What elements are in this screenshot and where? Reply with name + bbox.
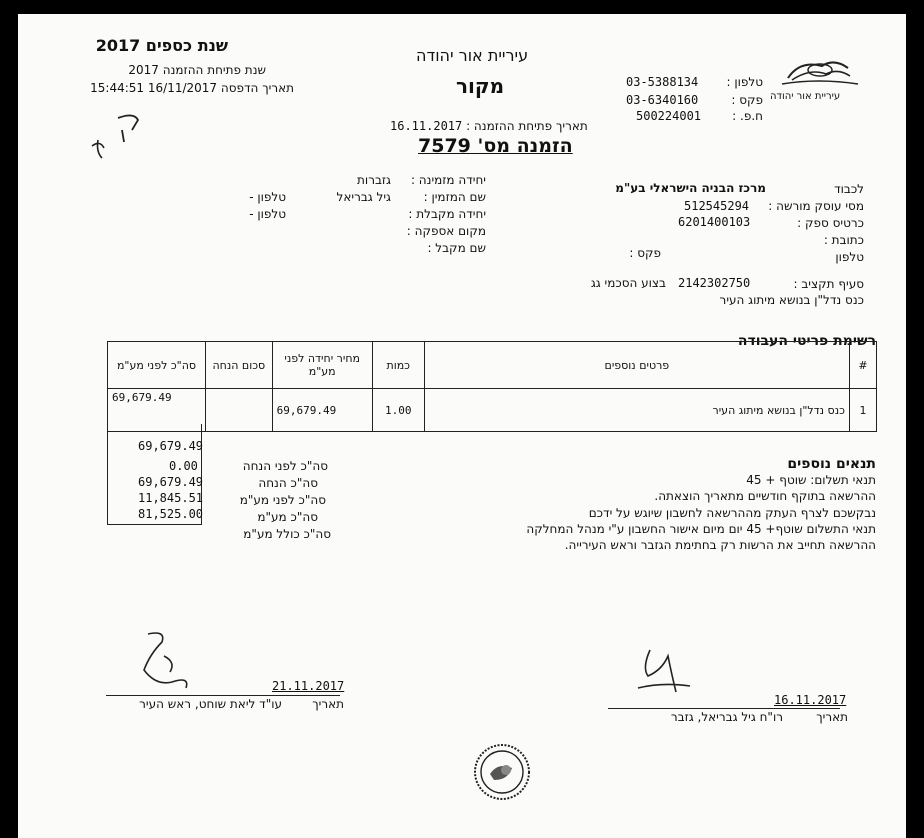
copy-type: מקור	[456, 74, 505, 98]
tax-id-value: 512545294	[684, 199, 750, 213]
total-label: סה"כ לפני מע"מ	[239, 493, 326, 507]
total-value: 69,679.49	[138, 475, 204, 489]
fax-label: פקס :	[731, 93, 763, 107]
handwritten-mark	[78, 110, 158, 166]
orderer-label: שם המזמין :	[423, 190, 486, 204]
order-open-date	[390, 120, 588, 132]
total-label: סה"כ מע"מ	[257, 510, 318, 524]
total-label: סה"כ הנחה	[258, 476, 318, 490]
mayor-name: עו"ד ליאת שוחט, ראש העיר	[139, 697, 282, 711]
total-value: 69,679.49	[138, 439, 204, 453]
official-stamp	[472, 742, 532, 802]
municipality-name: עיריית אור יהודה	[416, 46, 529, 65]
orderer-value: גיל גבריאל	[336, 190, 391, 204]
mayor-date-label: תאריך	[312, 697, 344, 711]
row-discount	[205, 389, 272, 432]
address-label: כתובת :	[823, 233, 864, 247]
budget-value: 2142302750	[678, 276, 751, 290]
budget-description: בצוע הסכמי גג	[590, 276, 666, 290]
row-unit-price: 69,679.49	[272, 389, 372, 432]
order-open-date-value: 16.11.2017	[390, 119, 463, 133]
totals-bottom-border	[107, 524, 202, 525]
phone-value: 03-5388134	[626, 75, 699, 89]
terms-line: ההרשאה תחייב את הרשות רק בחתימת הגזבר וראש העירייה.	[564, 538, 876, 552]
total-value: 0.00	[169, 459, 198, 473]
treasurer-name: רו"ח גיל גבריאל, גזבר	[670, 710, 783, 724]
row-desc: כנס נדל"ן בנושא מיתוג העיר	[424, 389, 849, 432]
order-description: כנס נדל"ן בנושא מיתוג העיר	[719, 293, 864, 307]
fiscal-year: שנת כספים 2017	[95, 36, 228, 55]
col-header-unit-price: מחיר יחידה לפני מע"מ	[272, 342, 372, 389]
row-total: 69,679.49	[108, 389, 206, 432]
col-header-discount: סכום הנחה	[205, 342, 272, 389]
supplier-name: מרכז הבניה הישראלי בע"מ	[615, 181, 766, 195]
ordering-phone-1: טלפון -	[249, 190, 286, 204]
tax-id-label: מסי עוסק מורשה :	[768, 199, 864, 213]
table-header-row	[108, 342, 877, 389]
terms-title: תנאים נוספים	[787, 456, 876, 472]
terms-line: ההרשאה בתוקף חודשיים מתאריך הוצאתה.	[654, 489, 876, 503]
order-title: הזמנה מס' 7579	[418, 135, 573, 157]
total-label: סה"כ לפני הנחה	[242, 459, 328, 473]
supplier-fax-label: פקס :	[629, 246, 661, 260]
ordering-phone-2: טלפון -	[249, 207, 286, 221]
col-header-num: #	[849, 342, 876, 389]
receiving-unit-label: יחידה מקבלת :	[408, 207, 486, 221]
phone-label: טלפון :	[726, 75, 763, 89]
supplier-to-label: לכבוד	[834, 182, 864, 196]
terms-line: תנאי התשלום שוטף+ 45 יום מיום אישור החשבון ע"י מנהל המחלקה	[526, 522, 876, 536]
supplier-phone-label: טלפון	[835, 250, 864, 264]
print-date: תאריך הדפסה 16/11/2017 15:44:51	[90, 81, 294, 95]
hp-value: 500224001	[636, 109, 702, 123]
row-qty: 1.00	[372, 389, 424, 432]
ordering-unit-value: גזברות	[357, 173, 391, 187]
supplier-card-label: כרטיס ספק :	[797, 216, 864, 230]
totals-left-border	[107, 424, 108, 524]
total-label: סה"כ כולל מע"מ	[243, 527, 331, 541]
col-header-details: פרטים נוספים	[424, 342, 849, 389]
payment-terms: תנאי תשלום: שוטף + 45	[746, 473, 876, 487]
logo-caption: עיריית אור יהודה	[770, 91, 841, 102]
work-items-title: רשימת פריטי העבודה	[737, 333, 876, 349]
budget-label: סעיף תקציב :	[793, 277, 864, 291]
col-header-total: סה"כ לפני מע"מ	[108, 342, 206, 389]
table-row	[108, 389, 877, 432]
row-num: 1	[849, 389, 876, 432]
treasurer-signature-line	[608, 708, 840, 709]
total-value: 11,845.51	[138, 491, 204, 505]
treasurer-signature	[628, 640, 698, 706]
treasurer-sign-date: 16.11.2017	[774, 693, 847, 707]
purchase-order-document	[18, 14, 906, 838]
col-header-qty: כמות	[372, 342, 424, 389]
mayor-sign-date: 21.11.2017	[272, 679, 345, 693]
work-items-table	[107, 341, 877, 432]
opening-year: שנת פתיחת ההזמנה 2017	[128, 63, 266, 77]
mayor-signature	[130, 626, 210, 698]
order-open-date-label: תאריך פתיחת ההזמנה :	[466, 119, 588, 133]
supply-place-label: מקום אספקה :	[406, 224, 486, 238]
fax-value: 03-6340160	[626, 93, 699, 107]
treasurer-date-label: תאריך	[816, 710, 848, 724]
supplier-card-value: 6201400103	[678, 215, 751, 229]
receiver-label: שם מקבל :	[427, 241, 486, 255]
mayor-signature-line	[106, 695, 340, 696]
terms-line: נבקשכם לצרף העתק מההרשאה לחשבון שיוגש על ידכם	[588, 506, 876, 520]
ordering-unit-label: יחידה מזמינה :	[410, 173, 486, 187]
total-value: 81,525.00	[138, 507, 204, 521]
hp-label: ח.פ. :	[732, 109, 763, 123]
